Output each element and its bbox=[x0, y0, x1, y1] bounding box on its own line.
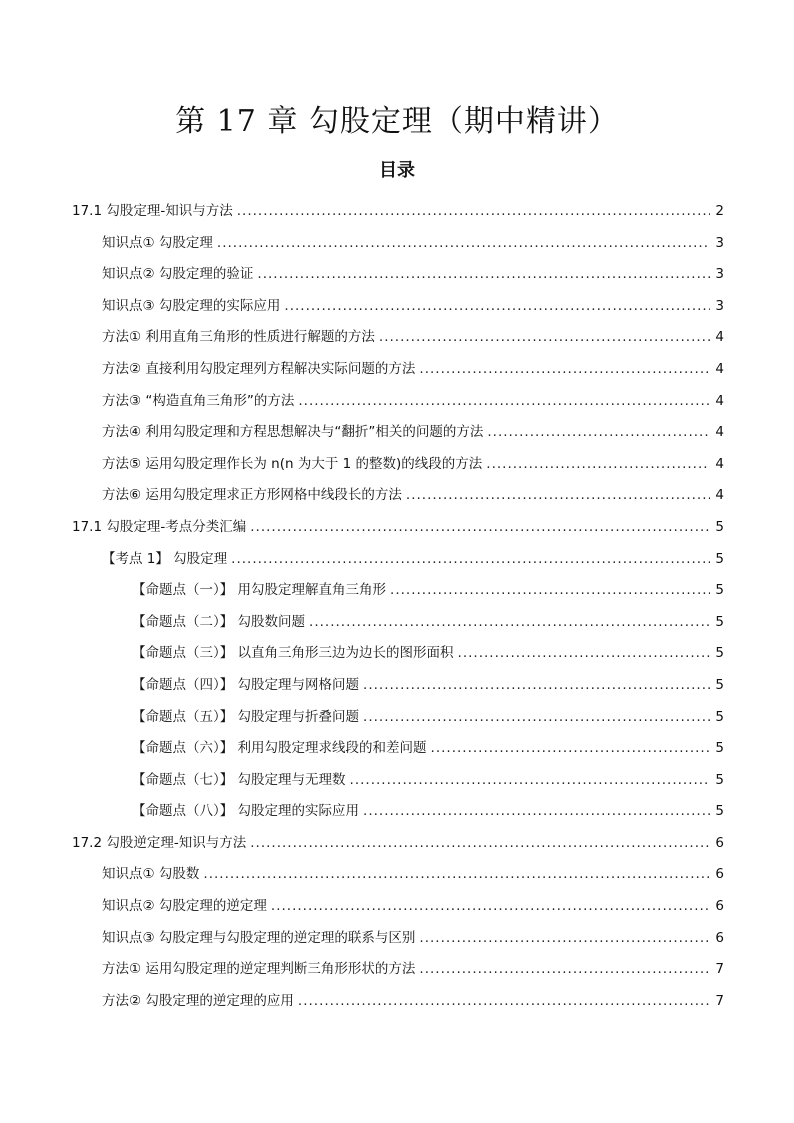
toc-entry[interactable] bbox=[72, 417, 724, 449]
toc-entry[interactable] bbox=[72, 512, 724, 544]
toc-entry-title: 17.2 勾股逆定理-知识与方法 bbox=[72, 834, 247, 851]
dot-leader bbox=[284, 291, 710, 323]
toc-entry-title: 17.1 勾股定理-考点分类汇编 bbox=[72, 518, 247, 535]
toc-entry[interactable] bbox=[72, 291, 724, 323]
toc-entry-title: 【命题点（一）】 用勾股定理解直角三角形 bbox=[132, 582, 387, 599]
toc-page-number: 2 bbox=[715, 203, 724, 219]
toc-page-number: 5 bbox=[715, 550, 724, 567]
toc-page-number: 6 bbox=[715, 866, 724, 883]
toc-page-number: 7 bbox=[715, 961, 724, 978]
toc-entry-title: 知识点② 勾股定理的验证 bbox=[102, 266, 254, 283]
dot-leader bbox=[350, 765, 710, 797]
dot-leader bbox=[271, 891, 710, 923]
toc-entry-title: 【命题点（六）】 利用勾股定理求线段的和差问题 bbox=[132, 740, 427, 757]
toc-entry[interactable] bbox=[72, 954, 724, 986]
toc-entry-title: 方法⑤ 运用勾股定理作长为 n(n 为大于 1 的整数)的线段的方法 bbox=[102, 455, 483, 472]
toc-entry-title: 方法④ 利用勾股定理和方程思想解决与“翻折”相关的问题的方法 bbox=[102, 424, 484, 441]
dot-leader bbox=[390, 575, 710, 607]
toc-entry-title: 知识点① 勾股数 bbox=[102, 866, 200, 883]
dot-leader bbox=[217, 228, 710, 260]
page-title: 第 17 章 勾股定理（期中精讲） bbox=[175, 104, 619, 139]
dot-leader bbox=[298, 986, 710, 1018]
toc-page-number: 3 bbox=[715, 234, 724, 251]
dot-leader bbox=[231, 544, 710, 576]
toc-page-number: 4 bbox=[715, 424, 724, 441]
toc-entry[interactable] bbox=[72, 480, 724, 512]
table-of-contents bbox=[72, 196, 724, 1017]
toc-entry[interactable] bbox=[72, 575, 724, 607]
toc-page-number: 6 bbox=[715, 929, 724, 946]
toc-entry-title: 方法③ “构造直角三角形”的方法 bbox=[102, 392, 295, 409]
toc-entry-title: 知识点③ 勾股定理的实际应用 bbox=[102, 297, 281, 314]
toc-entry[interactable] bbox=[72, 765, 724, 797]
toc-entry-title: 【命题点（四）】 勾股定理与网格问题 bbox=[132, 676, 360, 693]
toc-entry-title: 【命题点（五）】 勾股定理与折叠问题 bbox=[132, 708, 360, 725]
toc-entry[interactable] bbox=[72, 196, 724, 228]
toc-page-number: 5 bbox=[715, 740, 724, 757]
toc-entry[interactable] bbox=[72, 386, 724, 418]
toc-entry-title: 【命题点（二）】 勾股数问题 bbox=[132, 613, 306, 630]
dot-leader bbox=[487, 417, 710, 449]
dot-leader bbox=[419, 954, 710, 986]
dot-leader bbox=[298, 386, 710, 418]
toc-page-number: 5 bbox=[715, 645, 724, 662]
toc-entry-title: 方法② 勾股定理的逆定理的应用 bbox=[102, 992, 294, 1009]
toc-page-number: 6 bbox=[715, 898, 724, 915]
toc-page-number: 7 bbox=[715, 992, 724, 1009]
toc-page-number: 6 bbox=[715, 834, 724, 851]
toc-page-number: 4 bbox=[715, 455, 724, 472]
dot-leader bbox=[363, 796, 710, 828]
toc-heading: 目录 bbox=[379, 160, 415, 181]
toc-entry[interactable] bbox=[72, 796, 724, 828]
toc-entry[interactable] bbox=[72, 828, 724, 860]
toc-page-number: 3 bbox=[715, 266, 724, 283]
toc-page-number: 4 bbox=[715, 392, 724, 409]
toc-entry-title: 知识点② 勾股定理的逆定理 bbox=[102, 898, 267, 915]
toc-entry[interactable] bbox=[72, 702, 724, 734]
toc-entry[interactable] bbox=[72, 322, 724, 354]
toc-entry[interactable] bbox=[72, 259, 724, 291]
toc-page-number: 5 bbox=[715, 803, 724, 820]
dot-leader bbox=[250, 828, 710, 860]
toc-page-number: 5 bbox=[715, 676, 724, 693]
dot-leader bbox=[486, 449, 710, 481]
toc-entry-title: 【命题点（七）】 勾股定理与无理数 bbox=[132, 771, 346, 788]
toc-entry-title: 方法② 直接利用勾股定理列方程解决实际问题的方法 bbox=[102, 360, 416, 377]
dot-leader bbox=[419, 354, 710, 386]
toc-entry[interactable] bbox=[72, 449, 724, 481]
toc-entry[interactable] bbox=[72, 670, 724, 702]
toc-page-number: 5 bbox=[715, 708, 724, 725]
toc-entry-title: 17.1 勾股定理-知识与方法 bbox=[72, 203, 233, 219]
toc-entry-title: 【考点 1】 勾股定理 bbox=[102, 550, 228, 567]
toc-entry-title: 知识点③ 勾股定理与勾股定理的逆定理的联系与区别 bbox=[102, 929, 416, 946]
dot-leader bbox=[363, 670, 710, 702]
toc-entry[interactable] bbox=[72, 607, 724, 639]
toc-entry-title: 【命题点（八）】 勾股定理的实际应用 bbox=[132, 803, 360, 820]
toc-entry[interactable] bbox=[72, 859, 724, 891]
toc-page-number: 5 bbox=[715, 771, 724, 788]
dot-leader bbox=[257, 259, 710, 291]
toc-page-number: 5 bbox=[715, 582, 724, 599]
dot-leader bbox=[203, 859, 710, 891]
toc-entry[interactable] bbox=[72, 923, 724, 955]
toc-page-number: 3 bbox=[715, 297, 724, 314]
toc-entry-title: 知识点① 勾股定理 bbox=[102, 234, 213, 251]
dot-leader bbox=[237, 196, 710, 228]
toc-entry[interactable] bbox=[72, 733, 724, 765]
toc-entry-title: 【命题点（三）】 以直角三角形三边为边长的图形面积 bbox=[132, 645, 454, 662]
toc-page-number: 4 bbox=[715, 329, 724, 346]
toc-entry[interactable] bbox=[72, 986, 724, 1018]
toc-entry[interactable] bbox=[72, 228, 724, 260]
toc-page-number: 4 bbox=[715, 360, 724, 377]
toc-entry[interactable] bbox=[72, 638, 724, 670]
dot-leader bbox=[379, 322, 710, 354]
toc-page-number: 5 bbox=[715, 518, 724, 535]
toc-entry-title: 方法⑥ 运用勾股定理求正方形网格中线段长的方法 bbox=[102, 487, 402, 504]
dot-leader bbox=[458, 638, 710, 670]
dot-leader bbox=[406, 480, 710, 512]
dot-leader bbox=[419, 923, 710, 955]
toc-entry[interactable] bbox=[72, 544, 724, 576]
dot-leader bbox=[363, 702, 710, 734]
dot-leader bbox=[250, 512, 710, 544]
dot-leader bbox=[309, 607, 710, 639]
toc-entry-title: 方法① 利用直角三角形的性质进行解题的方法 bbox=[102, 329, 375, 346]
toc-entry[interactable] bbox=[72, 354, 724, 386]
toc-entry[interactable] bbox=[72, 891, 724, 923]
dot-leader bbox=[431, 733, 710, 765]
toc-entry-title: 方法① 运用勾股定理的逆定理判断三角形形状的方法 bbox=[102, 961, 416, 978]
toc-page-number: 5 bbox=[715, 613, 724, 630]
toc-page-number: 4 bbox=[715, 487, 724, 504]
